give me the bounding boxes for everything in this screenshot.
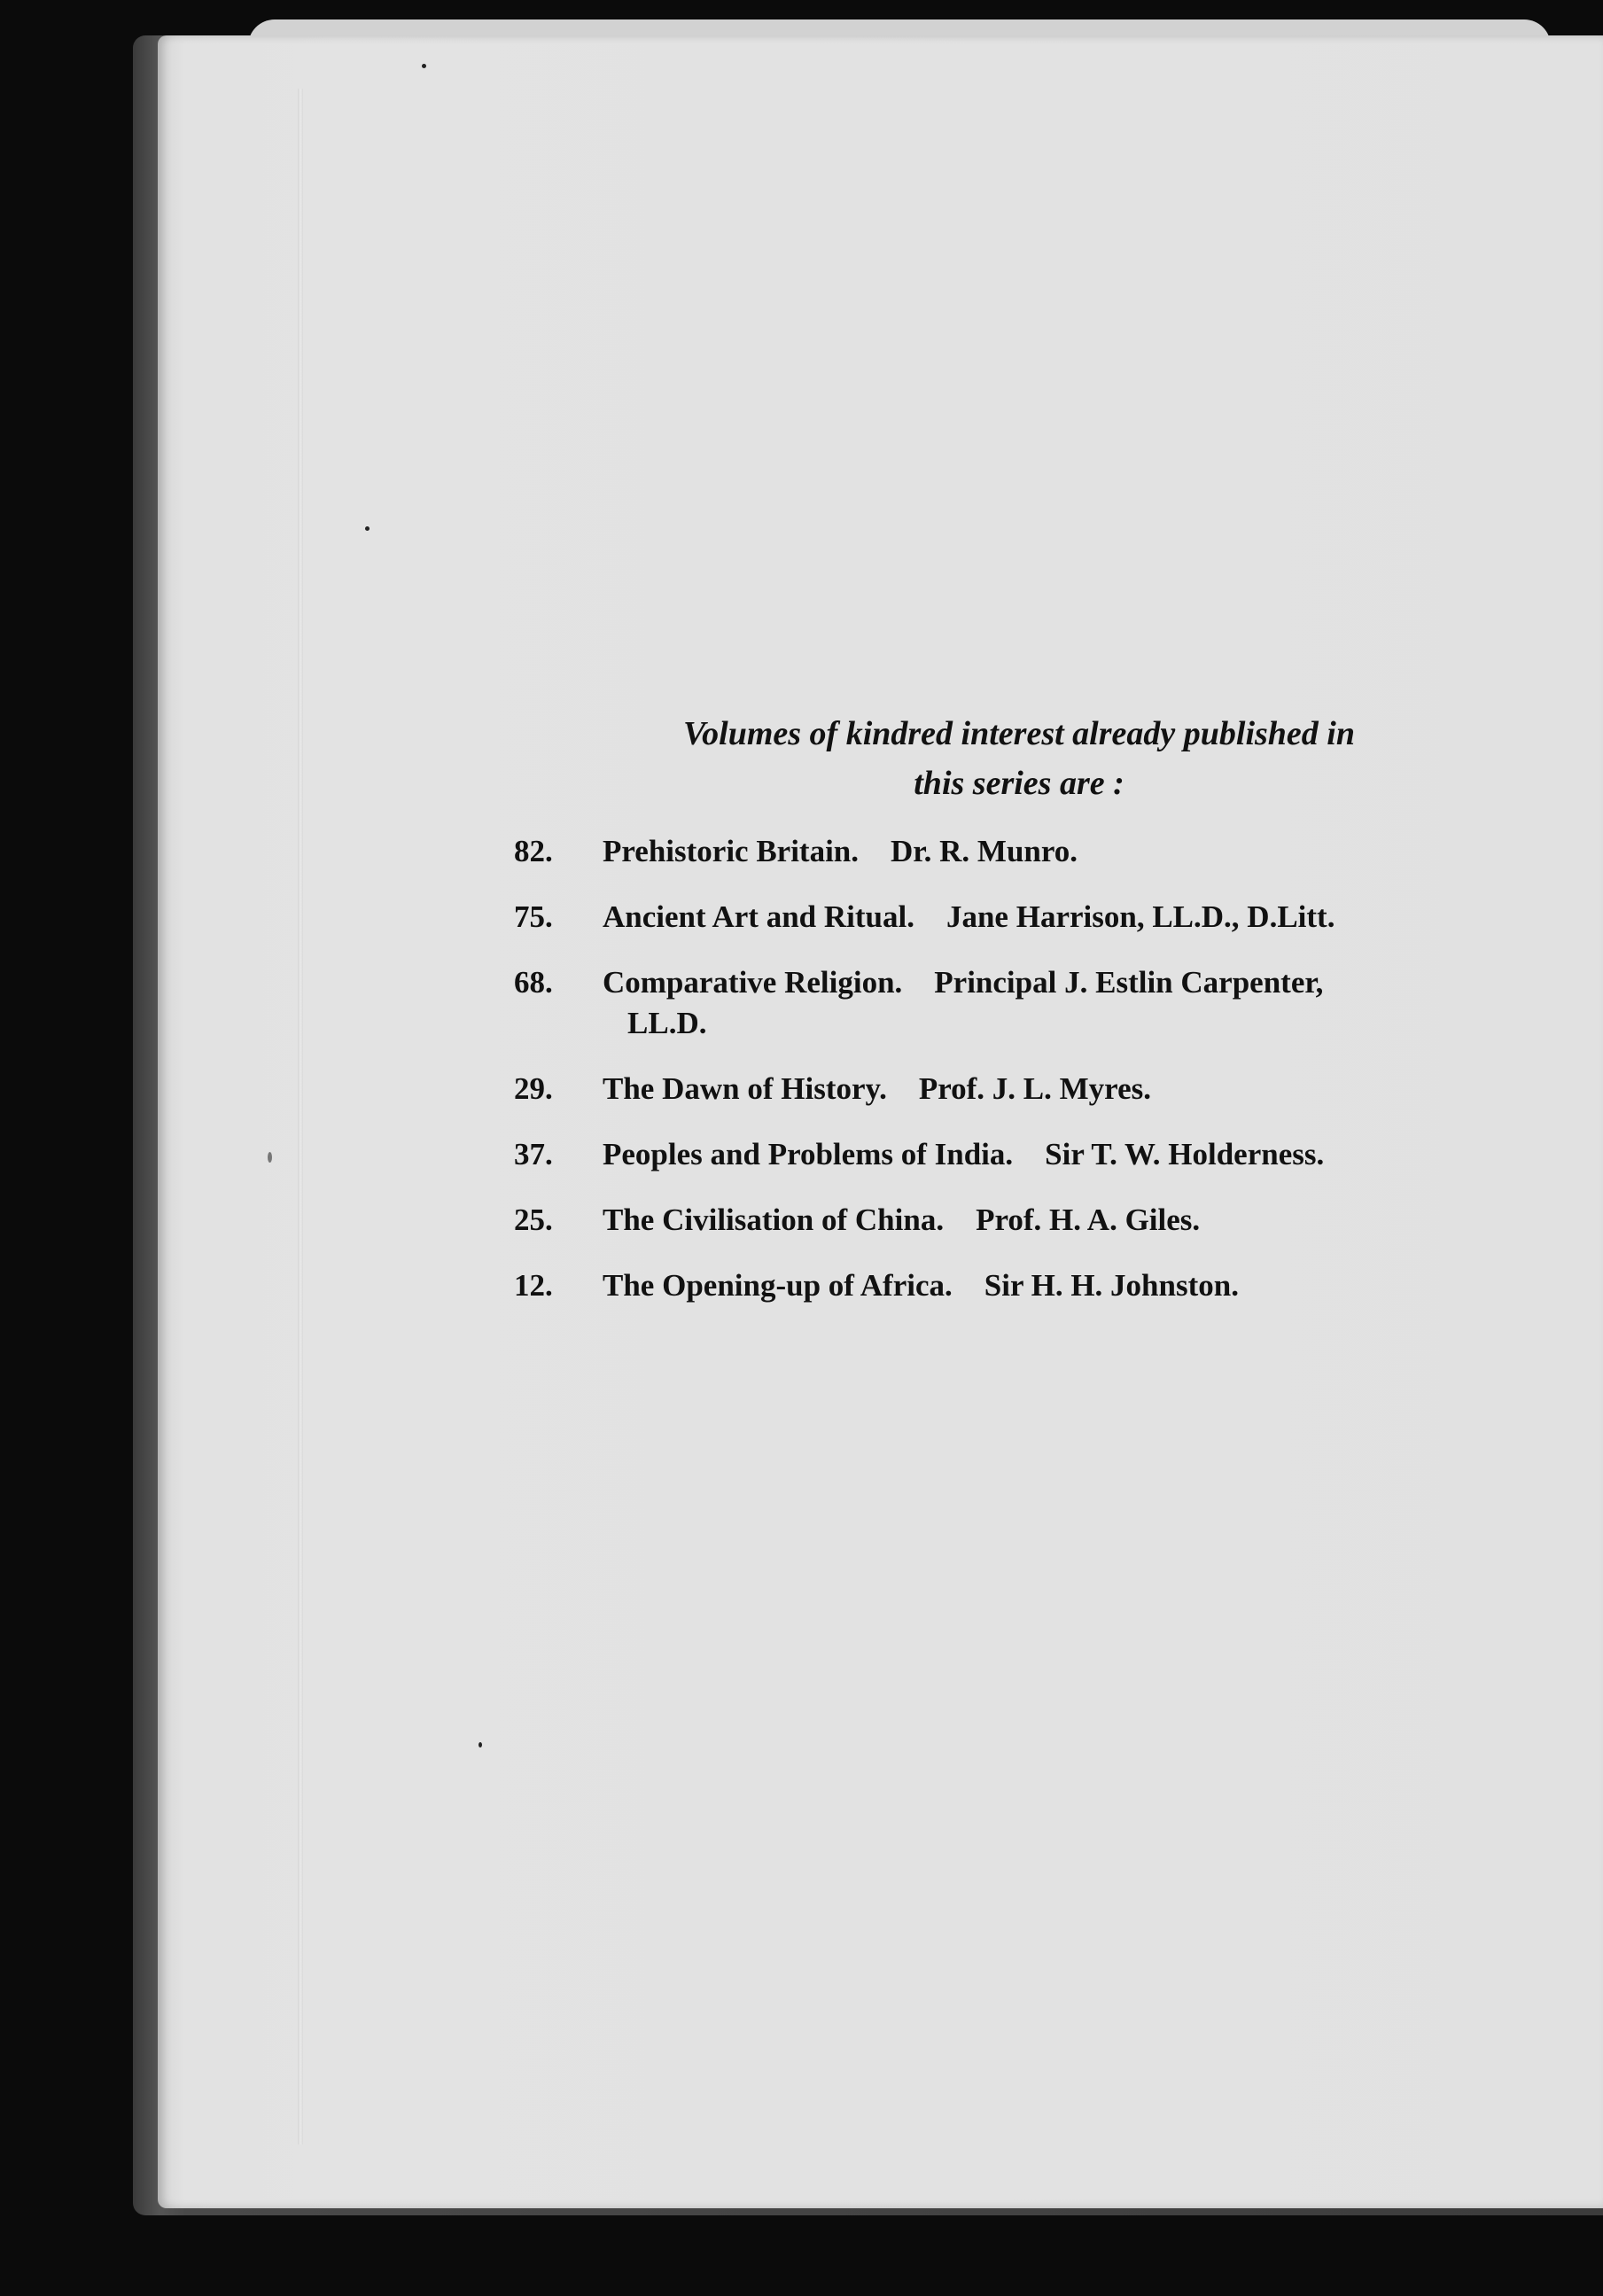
dust-speck xyxy=(365,526,370,531)
page-fold xyxy=(298,89,303,2144)
volume-author: Sir T. W. Holderness. xyxy=(1045,1137,1325,1171)
volume-entry xyxy=(603,1134,1560,1175)
volume-author: Jane Harrison, LL.D., D.Litt. xyxy=(945,899,1335,934)
volume-title: The Civilisation of China. xyxy=(603,1202,945,1237)
volume-number: 29. xyxy=(514,1071,553,1106)
volume-entry xyxy=(603,1069,1560,1109)
volume-number: 37. xyxy=(514,1137,553,1171)
volume-title: Comparative Religion. xyxy=(603,965,903,1000)
volume-title: Peoples and Problems of India. xyxy=(603,1137,1014,1171)
volume-author: Principal J. Estlin Carpenter, xyxy=(934,965,1324,1000)
list-item xyxy=(514,1200,1560,1241)
volume-author: Sir H. H. Johnston. xyxy=(984,1268,1239,1303)
list-item xyxy=(514,1069,1560,1109)
volume-entry xyxy=(603,1265,1560,1306)
volume-title: The Opening-up of Africa. xyxy=(603,1268,953,1303)
volume-title: The Dawn of History. xyxy=(603,1071,887,1106)
list-item xyxy=(514,1134,1560,1175)
volume-number: 12. xyxy=(514,1268,553,1303)
volume-title: Ancient Art and Ritual. xyxy=(603,899,914,934)
volume-entry xyxy=(603,831,1560,872)
dust-speck xyxy=(422,64,426,68)
list-item xyxy=(514,897,1560,938)
volume-author: Dr. R. Munro. xyxy=(891,834,1078,868)
heading-line-2: this series are : xyxy=(914,765,1124,802)
volume-author: Prof. J. L. Myres. xyxy=(918,1071,1151,1106)
dust-speck xyxy=(479,1742,482,1747)
volume-entry xyxy=(603,897,1560,938)
advertisement-text xyxy=(514,709,1560,1331)
volume-entry xyxy=(603,962,1560,1044)
list-heading xyxy=(523,709,1515,808)
volume-number: 25. xyxy=(514,1202,553,1237)
volume-list xyxy=(514,831,1560,1306)
dust-speck xyxy=(268,1152,272,1163)
volume-author: Prof. H. A. Giles. xyxy=(976,1202,1201,1237)
volume-author-continuation: LL.D. xyxy=(627,1006,707,1040)
heading-line-1: Volumes of kindred interest already published in xyxy=(683,715,1355,752)
volume-entry xyxy=(603,1200,1560,1241)
volume-number: 82. xyxy=(514,834,553,868)
list-item xyxy=(514,962,1560,1044)
volume-number: 68. xyxy=(514,965,553,1000)
list-item xyxy=(514,1265,1560,1306)
list-item xyxy=(514,831,1560,872)
volume-title: Prehistoric Britain. xyxy=(603,834,860,868)
volume-number: 75. xyxy=(514,899,553,934)
